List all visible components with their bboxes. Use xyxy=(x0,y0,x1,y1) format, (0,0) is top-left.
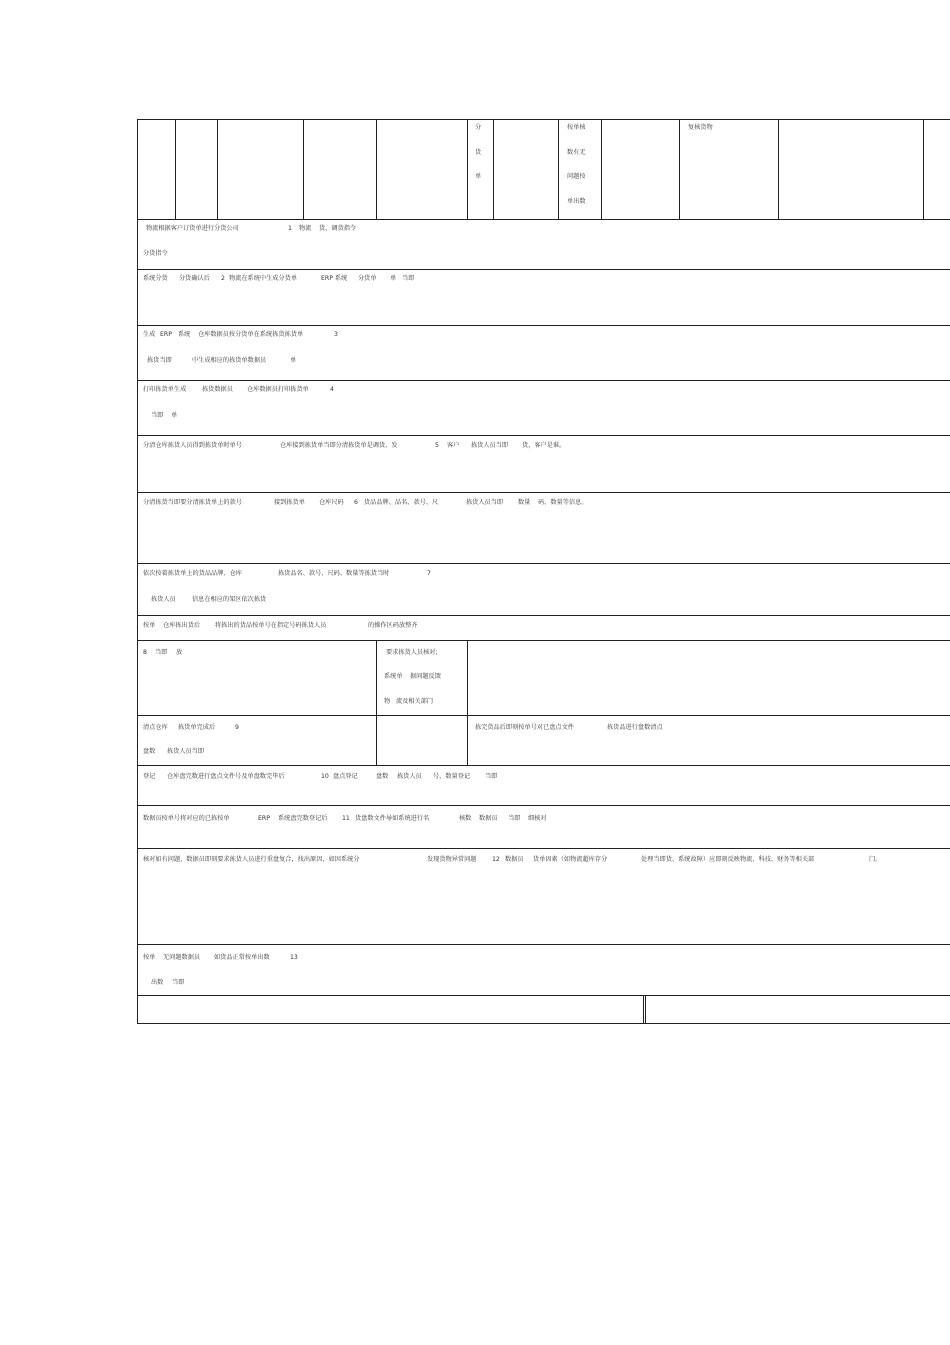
row1-text: 分货指令 xyxy=(143,250,168,257)
row2-text: 当即 xyxy=(402,275,415,282)
row10-text: 拣货单完成后 xyxy=(178,724,216,731)
row11-text: 仓库盘完数进行盘点文件号及单盘数完毕后 xyxy=(167,773,285,780)
row4-text: 单 xyxy=(171,412,178,419)
row7-text: 7 xyxy=(427,570,431,577)
row11-text: 10 xyxy=(321,773,329,780)
row13-text: 处理当即货、系统故障）应即刻反映物流、科技、财务等相关部 xyxy=(641,856,815,863)
row10-text: 清点仓库 xyxy=(143,724,168,731)
row9-text: 当即 xyxy=(155,649,168,656)
column-divider xyxy=(601,119,602,219)
row11-text: 盘点登记 xyxy=(333,773,358,780)
row14-text: 出数 xyxy=(151,979,164,986)
row9-text: 放 xyxy=(176,649,183,656)
row12-text: 系统盘完数登记后 xyxy=(278,815,328,822)
row14-text: 如货品正常按单出数 xyxy=(214,954,270,961)
row9-text: 8 xyxy=(143,649,147,656)
column-divider xyxy=(467,640,468,765)
row13-text: 12 xyxy=(492,856,500,863)
row10-text: 拣货人员当即 xyxy=(167,748,205,755)
row14-text: 无问题数据员 xyxy=(163,954,201,961)
header-note-2: 数有无 xyxy=(567,149,586,156)
row3-text: 单 xyxy=(290,357,297,364)
row4-text: 拣货数据员 xyxy=(202,386,233,393)
header-note-3: 问题按 xyxy=(567,173,586,180)
column-divider xyxy=(679,119,680,219)
row11-text: 登记 xyxy=(143,773,156,780)
row-divider xyxy=(137,435,950,436)
row13-text: 数据员 xyxy=(505,856,524,863)
row-divider xyxy=(137,765,950,766)
row3-text: 生成 xyxy=(143,331,156,338)
row7-text: 拣货人员 xyxy=(151,596,176,603)
header-fen: 分 xyxy=(475,124,482,131)
row5-text: 货，客户是谁。 xyxy=(522,442,566,449)
column-divider xyxy=(137,119,138,1024)
row-divider xyxy=(137,492,950,493)
row11-text: 号、数量登记 xyxy=(433,773,471,780)
row4-text: 当即 xyxy=(151,412,164,419)
row8-text: 仓库拣出货后 xyxy=(163,622,201,629)
column-divider xyxy=(376,640,377,765)
column-divider xyxy=(217,119,218,219)
row9-text: 系统单 xyxy=(384,673,403,680)
row2-text: 系统分货 xyxy=(143,275,168,282)
row8-text: 将拣出的货品按单号在指定号码拣货人员 xyxy=(215,622,327,629)
column-divider xyxy=(493,119,494,219)
row-divider xyxy=(137,563,950,564)
column-divider xyxy=(467,119,468,219)
row4-text: 打印拣货单生成 xyxy=(143,386,187,393)
row13-text: 门。 xyxy=(869,856,882,863)
row6-text: 6 xyxy=(354,499,358,506)
row14-text: 13 xyxy=(290,954,298,961)
row-divider xyxy=(137,119,950,120)
row2-text: 单 xyxy=(390,275,397,282)
row3-text: 系统 xyxy=(178,331,191,338)
row-divider xyxy=(137,325,950,326)
row-divider xyxy=(137,944,950,945)
row11-text: 拣货人员 xyxy=(397,773,422,780)
row9-text: 流及相关部门 xyxy=(396,698,434,705)
row2-text: 分货单 xyxy=(358,275,377,282)
row6-text: 接到拣货单 xyxy=(274,499,305,506)
row1-text: 物流 xyxy=(299,225,312,232)
row9-text: 据问题反馈 xyxy=(410,673,441,680)
row3-text: 中生成相应的拣货单数据员 xyxy=(192,357,267,364)
row11-text: 盘数 xyxy=(376,773,389,780)
row12-text: 货盘数文件导如系统进行名 xyxy=(355,815,430,822)
header-dan: 单 xyxy=(475,173,482,180)
row7-text: 依次按着拣货单上的货品品牌、仓库 xyxy=(143,570,242,577)
row14-text: 按单 xyxy=(143,954,156,961)
row6-text: 数量 xyxy=(518,499,531,506)
row12-text: 数据员按单号将对应的已拣按单 xyxy=(143,815,230,822)
row-divider xyxy=(137,848,950,849)
row1-text: 物流根据客户订货单进行分货公司 xyxy=(146,225,239,232)
row1-text: 货、调货指令 xyxy=(319,225,357,232)
row12-text: 当即 xyxy=(508,815,521,822)
row12-text: 数据员 xyxy=(479,815,498,822)
row9-text: 物 xyxy=(384,698,391,705)
row11-text: 当即 xyxy=(485,773,498,780)
row5-text: 5 xyxy=(435,442,439,449)
header-note-1: 按单核 xyxy=(567,124,586,131)
header-note-4: 单出数 xyxy=(567,198,586,205)
row2-text: ERP 系统 xyxy=(321,275,348,282)
row-divider xyxy=(137,380,950,381)
row13-text: 核对如有问题，数据员即刻要求拣货人员进行重盘复合，找出原因，如因系统分 xyxy=(143,856,360,863)
row6-text: 拣货人员当即 xyxy=(466,499,504,506)
column-divider xyxy=(558,119,559,219)
row10-text: 拣货品进行盘数清点 xyxy=(607,724,663,731)
row9-text: 要求拣货人员核对; xyxy=(386,649,438,656)
row2-text: 物流在系统中生成分货单 xyxy=(229,275,298,282)
row10-text: 拣完货品后即刻按单号对已盘点文件 xyxy=(475,724,574,731)
row1-text: 1 xyxy=(288,225,292,232)
row6-text: 分清拣货当即要分清拣货单上的款号 xyxy=(143,499,242,506)
column-divider xyxy=(376,119,377,219)
column-divider xyxy=(645,995,646,1023)
row3-text: 仓库数据员按分货单在系统拣货拣货单 xyxy=(198,331,304,338)
row10-text: 盘数 xyxy=(143,748,156,755)
column-divider xyxy=(643,995,644,1023)
row7-text: 信息在相应的架区依次拣货 xyxy=(192,596,267,603)
row12-text: ERP xyxy=(258,815,270,822)
row-divider xyxy=(137,615,950,616)
row3-text: 3 xyxy=(334,331,338,338)
row-divider xyxy=(137,1023,950,1024)
column-divider xyxy=(923,119,924,219)
row4-text: 4 xyxy=(330,386,334,393)
row8-text: 按单 xyxy=(143,622,156,629)
row5-text: 仓库接到拣货单当即分清拣货单是调货、发 xyxy=(280,442,398,449)
row3-text: 拣货当即 xyxy=(147,357,172,364)
row-divider xyxy=(137,640,950,641)
row7-text: 拣货品名、款号、尺码、数量等拣货当时 xyxy=(278,570,390,577)
row5-text: 分清仓库拣货人员得到拣货单时单号 xyxy=(143,442,242,449)
row2-text: 2 xyxy=(221,275,225,282)
row5-text: 拣货人员当即 xyxy=(471,442,509,449)
row14-text: 当即 xyxy=(172,979,185,986)
header-recheck: 复核货物 xyxy=(688,124,713,131)
row12-text: 核数 xyxy=(459,815,472,822)
row-divider xyxy=(137,219,950,220)
header-huo: 货 xyxy=(475,149,482,156)
row12-text: 细核对 xyxy=(528,815,547,822)
row6-text: 货品品牌、品名、款号、尺 xyxy=(364,499,439,506)
column-divider xyxy=(175,119,176,219)
row-divider xyxy=(137,269,950,270)
column-divider xyxy=(303,119,304,219)
row8-text: 的操作区码放整齐 xyxy=(368,622,418,629)
row10-text: 9 xyxy=(235,724,239,731)
row2-text: 分货确认后 xyxy=(179,275,210,282)
row12-text: 11 xyxy=(342,815,350,822)
row6-text: 仓库尺码 xyxy=(319,499,344,506)
row13-text: 货单因素（如物流超库存分 xyxy=(533,856,608,863)
row-divider xyxy=(137,715,950,716)
column-divider xyxy=(778,119,779,219)
row-divider xyxy=(137,995,950,996)
row5-text: 客户 xyxy=(447,442,460,449)
row4-text: 仓库数据员打印拣货单 xyxy=(247,386,309,393)
row3-text: ERP xyxy=(160,331,172,338)
row6-text: 码、数量等信息。 xyxy=(538,499,588,506)
row-divider xyxy=(137,805,950,806)
row13-text: 发现货物异常问题 xyxy=(427,856,477,863)
